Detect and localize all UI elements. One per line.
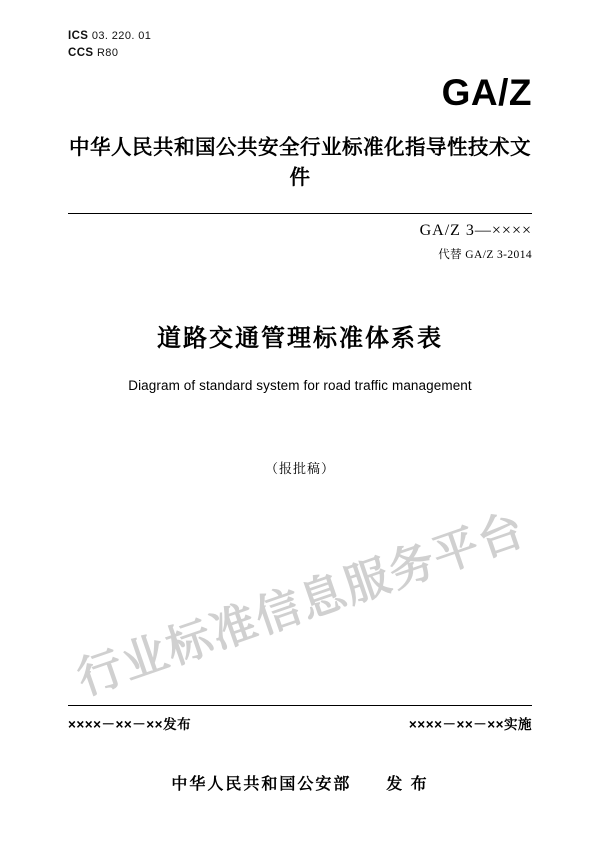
ccs-label: CCS [68, 47, 94, 59]
footer-divider [68, 705, 532, 706]
replaces-note: 代替 GA/Z 3-2014 [438, 249, 532, 261]
implement-date: ××××－××－××实施 [408, 717, 532, 732]
ccs-line [68, 45, 532, 62]
ics-value: 03. 220. 01 [91, 30, 152, 42]
ics-label: ICS [68, 30, 89, 42]
standard-mark: GA/Z [441, 72, 532, 113]
page-title-english: Diagram of standard system for road traffic management [128, 378, 472, 393]
issuer-name: 中华人民共和国公安部 [171, 776, 352, 793]
ics-line [68, 28, 532, 45]
standard-number: GA/Z 3—×××× [419, 222, 532, 239]
footer-dates [68, 713, 532, 733]
page-title-chinese: 道路交通管理标准体系表 [157, 325, 443, 352]
watermark-text: 行业标准信息服务平台 [70, 503, 532, 705]
document-header [68, 28, 532, 262]
ccs-value: R80 [96, 47, 119, 59]
header-divider [68, 213, 532, 214]
document-type-title: 中华人民共和国公共安全行业标准化指导性技术文件 [69, 136, 531, 189]
draft-status: （报批稿） [264, 461, 335, 476]
issue-date: ××××－××－××发布 [68, 717, 192, 732]
issuer-action: 发 布 [386, 776, 429, 793]
issuer-line [0, 771, 600, 794]
